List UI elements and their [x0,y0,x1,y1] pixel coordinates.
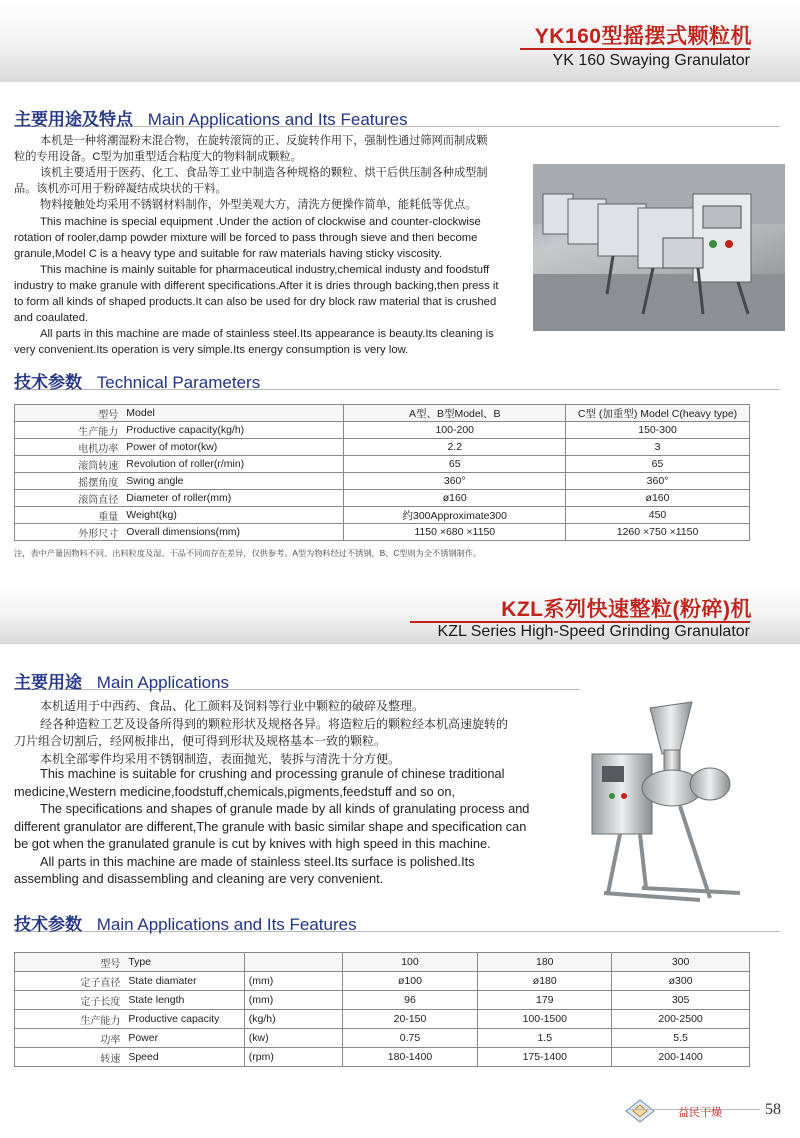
table-cell: 305 [612,991,750,1010]
section2-params-heading [14,910,780,932]
table-cell: ø180 [478,972,612,991]
paragraph-line: assembling and disassembling and cleaning are very convenient. [14,871,384,886]
table-row [15,524,750,541]
yk160-granulator-illustration [533,164,785,331]
table-cell: 摇摆角度 [15,473,123,490]
table-cell: ø160 [566,490,750,507]
paragraph-line: The specifications and shapes of granule made by all kinds of granulating process and [40,801,530,816]
table-cell: Model [122,405,344,422]
table-cell: 约300Approximate300 [344,507,566,524]
section2-cn-text [14,698,574,768]
table-cell: State diamater [124,972,244,991]
paragraph-line: be got when the granulated granule is cut by knives with high speed in this machine. [14,836,491,851]
table-cell: Type [124,953,244,972]
table-cell: 360° [566,473,750,490]
table-cell: Weight(kg) [122,507,344,524]
section1-params-heading-en: Technical Parameters [96,373,261,392]
section1-params-heading [14,368,780,390]
yk160-parameter-table [14,404,750,541]
table-cell: 定子长度 [15,991,125,1010]
section1-features-heading-cn: 主要用途及特点 [14,110,133,129]
table-cell: 定子直径 [15,972,125,991]
table-cell: (mm) [244,991,342,1010]
table-cell: 175-1400 [478,1048,612,1067]
table-row [15,1029,750,1048]
paragraph-line: This machine is special equipment .Under the action of clockwise and counter-clockwise [40,216,481,228]
table-cell: 100-200 [344,422,566,439]
brand-logo-icon [622,1098,658,1124]
table-cell: 滚筒转速 [15,456,123,473]
table-cell: Productive capacity(kg/h) [122,422,344,439]
table-cell: Overall dimensions(mm) [122,524,344,541]
table-cell: A型、B型Model、B [344,405,566,422]
paragraph-line: to form all kinds of shaped products.It can also be used for dry block raw material that is crushed [14,296,497,308]
paragraph-line: This machine is suitable for crushing and processing granule of chinese traditional [40,766,505,781]
paragraph-line: 本机全部零件均采用不锈钢制造，表面抛光，装拆与清洗十分方便。 [40,751,401,766]
table-cell: (rpm) [244,1048,342,1067]
section1-cn-text [14,133,522,213]
section2-applications-heading [14,668,780,690]
kzl-granulator-illustration [580,688,780,913]
section2-title-cn: KZL系列快速整粒(粉碎)机 [501,598,752,621]
paragraph-line: 本机适用于中西药、食品、化工颜料及饲料等行业中颗粒的破碎及整理。 [40,699,425,713]
table-cell: (kg/h) [244,1010,342,1029]
table-row [15,1010,750,1029]
section2-params-heading-en: Main Applications and Its Features [96,915,357,934]
table-cell: State length [124,991,244,1010]
kzl-parameter-table [14,952,750,1067]
table-cell: ø160 [344,490,566,507]
table-cell: 179 [478,991,612,1010]
table-cell: 200-1400 [612,1048,750,1067]
table-cell: Speed [124,1048,244,1067]
table-cell: 2.2 [344,439,566,456]
table-cell: 电机功率 [15,439,123,456]
table-row [15,473,750,490]
table-cell: 65 [344,456,566,473]
paragraph-line: and coaulated. [14,312,89,324]
table-cell: 1150 ×680 ×1150 [344,524,566,541]
table-row [15,456,750,473]
section2-applications-heading-cn: 主要用途 [14,673,82,692]
table-row [15,972,750,991]
section1-en-text [14,214,522,358]
section1-params-heading-cn: 技术参数 [14,373,82,392]
section2-applications-heading-en: Main Applications [96,673,230,692]
paragraph-line: 品。该机亦可用于粉碎凝结成块状的干料。 [14,183,227,195]
table-cell: C型 (加重型) Model C(heavy type) [566,405,750,422]
table-cell: 型号 [15,953,125,972]
paragraph-line: rotation of rooler,damp powder mixture will be forced to pass through sieve and then become [14,232,478,244]
paragraph-line: medicine,Western medicine,foodstuff,chemicals,pigments,feedstuff and so on, [14,783,456,799]
table-row [15,507,750,524]
section1-features-heading-en: Main Applications and Its Features [147,110,408,129]
section1-features-heading [14,105,780,127]
table-cell: 100-1500 [478,1010,612,1029]
paragraph-line: industry to make granule with different specifications.After it is dries through backing,then press it [14,280,499,292]
table-cell: 生产能力 [15,422,123,439]
section1-title-cn: YK160型摇摆式颗粒机 [534,25,752,48]
table-header-row [15,405,750,422]
paragraph-line: granule,Model C is a heavy type and suitable for raw materials having sticky viscosity. [14,248,443,260]
paragraph-line: This machine is mainly suitable for pharmaceutical industry,chemical industy and foodstuff [40,264,490,276]
table-cell: 0.75 [342,1029,478,1048]
table-cell: 300 [612,953,750,972]
table-cell: 5.5 [612,1029,750,1048]
footer-brand: 益民干燥 [678,1107,722,1119]
paragraph-line: 本机是一种将潮湿粉末混合物，在旋转滚筒的正、反旋转作用下，强制性通过筛网而制成颗 [40,135,488,147]
yk160-granulator-photo [533,164,785,331]
table-cell: 滚筒直径 [15,490,123,507]
table-cell: 转速 [15,1048,125,1067]
table-cell: 360° [344,473,566,490]
section2-en-text [14,765,574,888]
table-cell: Swing angle [122,473,344,490]
table-cell: 200-2500 [612,1010,750,1029]
table-cell: (mm) [244,972,342,991]
table-cell: 重量 [15,507,123,524]
paragraph-line: 粒的专用设备。C型为加重型适合粘度大的物料制成颗粒。 [14,151,302,163]
table-cell: 96 [342,991,478,1010]
table-cell: 1260 ×750 ×1150 [566,524,750,541]
table-cell: 65 [566,456,750,473]
table-cell: Productive capacity [124,1010,244,1029]
paragraph-line: All parts in this machine are made of stainless steel.Its appearance is beauty.Its cleaning is [40,328,494,340]
paragraph-line: very convenient.Its operation is very simple.Its energy consumption is very low. [14,344,409,356]
table-row [15,490,750,507]
table-cell: Power [124,1029,244,1048]
kzl-granulator-photo [580,688,780,913]
table-cell: 外形尺寸 [15,524,123,541]
table-cell: Diameter of roller(mm) [122,490,344,507]
table-cell: ø300 [612,972,750,991]
paragraph-line: different granulator are different,The granule with basic similar shape and specification can [14,818,527,834]
paragraph-line: 经各种造粒工艺及设备所得到的颗粒形状及规格各异。将造粒后的颗粒经本机高速旋转的 [40,716,509,731]
table-cell: 450 [566,507,750,524]
table-cell: 型号 [15,405,123,422]
paragraph-line: 刀片组合切割后，经网板排出，便可得到形状及规格基本一致的颗粒。 [14,734,387,748]
table-row [15,991,750,1010]
table-cell: 150-300 [566,422,750,439]
table-cell: ø100 [342,972,478,991]
table-cell: 20-150 [342,1010,478,1029]
table-header-row [15,953,750,972]
table-row [15,422,750,439]
table-cell: 生产能力 [15,1010,125,1029]
table-cell: 1.5 [478,1029,612,1048]
paragraph-line: 物料接触处均采用不锈钢材料制作，外型美观大方，清洗方便操作简单，能耗低等优点。 [40,199,477,211]
paragraph-line: 该机主要适用于医药、化工、食品等工业中制造各种规格的颗粒、烘干后供压制各种成型制 [40,167,488,179]
section2-params-heading-cn: 技术参数 [14,915,82,934]
section1-table-note: 注，表中产量因物料不同、出料粒度及湿、干品不同而存在差异，仅供参考。A型为物料经过不锈钢，B、C型则为全不锈钢制作。 [14,549,482,558]
table-cell: Power of motor(kw) [122,439,344,456]
table-cell: 100 [342,953,478,972]
table-cell: 180-1400 [342,1048,478,1067]
paragraph-line: All parts in this machine are made of stainless steel.Its surface is polished.Its [40,853,475,869]
table-cell: 功率 [15,1029,125,1048]
table-cell: 3 [566,439,750,456]
table-cell: Revolution of roller(r/min) [122,456,344,473]
section1-title-en: YK 160 Swaying Granulator [552,52,750,69]
table-cell: 180 [478,953,612,972]
table-row [15,439,750,456]
table-row [15,1048,750,1067]
table-cell [244,953,342,972]
table-cell: (kw) [244,1029,342,1048]
section2-title-en: KZL Series High-Speed Grinding Granulator [437,623,750,640]
page-number: 58 [765,1101,781,1118]
